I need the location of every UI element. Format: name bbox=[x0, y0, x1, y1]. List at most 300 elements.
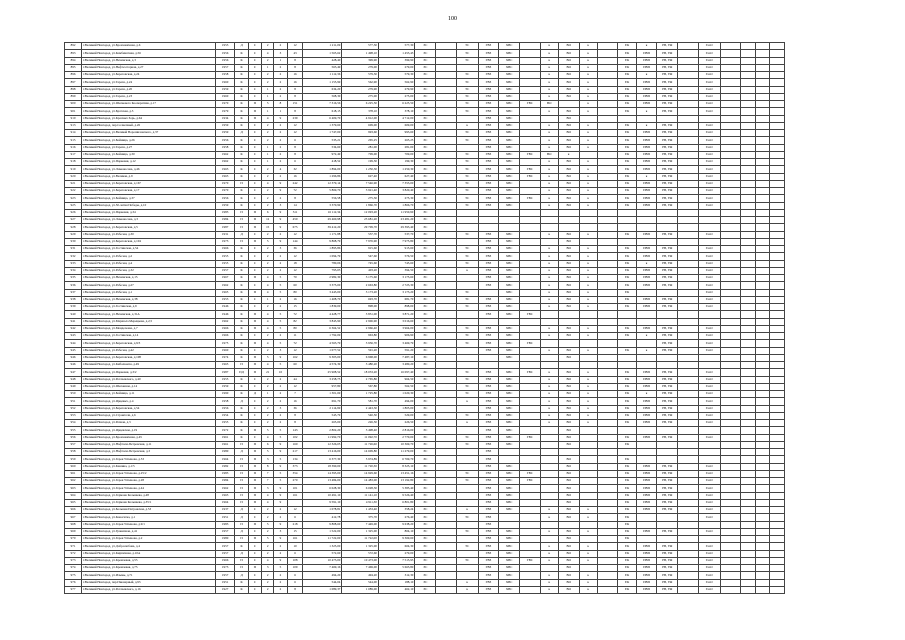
cell-c13: РВ, УФ bbox=[657, 507, 678, 514]
cell-c12: ПВП bbox=[636, 398, 657, 405]
cell-c9: к bbox=[579, 50, 597, 57]
cell-c11: ЕК bbox=[618, 536, 636, 543]
cell-c5: ХВС bbox=[499, 369, 520, 376]
cell-c4: ГВЗ bbox=[478, 296, 499, 303]
cell-no: 954 bbox=[65, 420, 82, 427]
cell-c12: ПВП bbox=[636, 412, 657, 419]
cell-ap: 6 bbox=[287, 514, 303, 521]
cell-ap: 44 bbox=[287, 376, 303, 383]
cell-w: Д bbox=[235, 398, 248, 405]
cell-c3: ТС bbox=[456, 528, 478, 535]
cell-a1: 2 982,30 bbox=[303, 275, 342, 282]
cell-c17 bbox=[741, 586, 756, 593]
cell-a2: 3 480,20 bbox=[342, 362, 379, 369]
cell-c8: ВО bbox=[558, 376, 579, 383]
cell-ap: 72 bbox=[287, 340, 303, 347]
cell-c13: РВ, УФ bbox=[657, 572, 678, 579]
cell-c6 bbox=[519, 231, 540, 238]
cell-fl: 5 bbox=[262, 238, 274, 245]
cell-c12: ПВП bbox=[636, 130, 657, 137]
cell-c7 bbox=[540, 470, 558, 477]
cell-addr: г.Великий Новгород, ул.Бойница, д.11 bbox=[82, 391, 216, 398]
cell-year: 1970 bbox=[215, 180, 234, 187]
cell-c14 bbox=[678, 311, 699, 318]
cell-c16 bbox=[720, 253, 741, 260]
cell-c15: ГазО bbox=[698, 420, 720, 427]
cell-no: 967 bbox=[65, 514, 82, 521]
cell-c5: ХВС bbox=[499, 325, 520, 332]
cell-c8: ВО bbox=[558, 57, 579, 64]
cell-m: П bbox=[248, 325, 261, 332]
cell-c5: ХВС bbox=[499, 565, 520, 572]
cell-ap: 8 bbox=[287, 195, 303, 202]
cell-c4: ГВЗ bbox=[478, 79, 499, 86]
cell-a3: 10 369,70 bbox=[378, 441, 415, 448]
cell-en: 9 bbox=[274, 238, 287, 245]
cell-w: П bbox=[235, 463, 248, 470]
cell-c6 bbox=[519, 253, 540, 260]
cell-m: П bbox=[248, 340, 261, 347]
cell-c15: ГазО bbox=[698, 572, 720, 579]
cell-c10 bbox=[597, 565, 618, 572]
cell-c4: ГВЗ bbox=[478, 137, 499, 144]
cell-c18 bbox=[755, 325, 770, 332]
cell-c11: ЕК bbox=[618, 50, 636, 57]
cell-c1: ЭС bbox=[415, 405, 436, 412]
cell-ap: 143 bbox=[287, 427, 303, 434]
cell-c2 bbox=[436, 275, 457, 282]
cell-c13: РВ, УФ bbox=[657, 499, 678, 506]
cell-c18 bbox=[755, 514, 770, 521]
cell-c19 bbox=[770, 543, 785, 550]
cell-c11: ЕК bbox=[618, 586, 636, 593]
cell-en: 9 bbox=[274, 209, 287, 216]
cell-a2: 1 453,40 bbox=[342, 507, 379, 514]
cell-a1: 12 326,05 bbox=[303, 441, 342, 448]
table-row bbox=[65, 470, 800, 477]
cell-c12: ПВП bbox=[636, 499, 657, 506]
cell-c17 bbox=[741, 441, 756, 448]
cell-c6 bbox=[519, 456, 540, 463]
table-row bbox=[65, 369, 800, 376]
cell-c10 bbox=[597, 260, 618, 267]
cell-addr: г.Великий Новгород, ул.Парковая, д.3/2 bbox=[82, 369, 216, 376]
cell-c13: РВ, УФ bbox=[657, 79, 678, 86]
cell-c6 bbox=[519, 362, 540, 369]
cell-ap: 80 bbox=[287, 289, 303, 296]
cell-ap: 8 bbox=[287, 86, 303, 93]
cell-c6: ГВС bbox=[519, 311, 540, 318]
cell-a1: 1 089,37 bbox=[303, 586, 342, 593]
cell-c5: ХВС bbox=[499, 427, 520, 434]
cell-c15: ГазО bbox=[698, 246, 720, 253]
cell-en: 9 bbox=[274, 217, 287, 224]
cell-a3: 6 225,50 bbox=[378, 101, 415, 108]
cell-c16 bbox=[720, 340, 741, 347]
cell-c19 bbox=[770, 43, 785, 50]
cell-m: П bbox=[248, 470, 261, 477]
cell-c15: ГазО bbox=[698, 478, 720, 485]
cell-c2 bbox=[436, 362, 457, 369]
cell-en: 2 bbox=[274, 391, 287, 398]
cell-c11 bbox=[618, 115, 636, 122]
cell-c17 bbox=[741, 340, 756, 347]
table-row bbox=[65, 391, 800, 398]
cell-c5: ХВС bbox=[499, 383, 520, 390]
cell-c18 bbox=[755, 557, 770, 564]
cell-c17 bbox=[741, 275, 756, 282]
cell-c1: ЭС bbox=[415, 311, 436, 318]
cell-a2: 915,60 bbox=[342, 246, 379, 253]
cell-c5: ХВС bbox=[499, 405, 520, 412]
cell-c11: ЕК bbox=[618, 108, 636, 115]
cell-c4: ГВЗ bbox=[478, 333, 499, 340]
cell-w: К bbox=[235, 354, 248, 361]
cell-m: С bbox=[248, 50, 261, 57]
cell-c10 bbox=[597, 354, 618, 361]
cell-w: Д bbox=[235, 507, 248, 514]
cell-c6: ГВС bbox=[519, 340, 540, 347]
cell-c2 bbox=[436, 267, 457, 274]
cell-c15: ГазО bbox=[698, 144, 720, 151]
cell-m: П bbox=[248, 492, 261, 499]
cell-en: 9 bbox=[274, 224, 287, 231]
cell-c19 bbox=[770, 347, 785, 354]
cell-c17 bbox=[741, 93, 756, 100]
cell-no: 926 bbox=[65, 209, 82, 216]
cell-c8 bbox=[558, 362, 579, 369]
cell-c12: ПВП bbox=[636, 420, 657, 427]
cell-c5: ХВС bbox=[499, 86, 520, 93]
cell-a2: 29 709,70 bbox=[342, 224, 379, 231]
cell-c14 bbox=[678, 202, 699, 209]
cell-c11: ЕК bbox=[618, 137, 636, 144]
cell-m: С bbox=[248, 137, 261, 144]
cell-c17 bbox=[741, 398, 756, 405]
cell-m: С bbox=[248, 572, 261, 579]
cell-c18 bbox=[755, 137, 770, 144]
cell-c14 bbox=[678, 238, 699, 245]
cell-c19 bbox=[770, 238, 785, 245]
cell-addr: г.Великий Новгород, ул.Кибальчича, д.49 bbox=[82, 362, 216, 369]
cell-c4: ГВЗ bbox=[478, 405, 499, 412]
cell-a1: 6 028,30 bbox=[303, 485, 342, 492]
cell-c11 bbox=[618, 340, 636, 347]
cell-c16 bbox=[720, 427, 741, 434]
cell-a1: 1 325,00 bbox=[303, 543, 342, 550]
cell-c7: к bbox=[540, 137, 558, 144]
cell-ap: 16 bbox=[287, 79, 303, 86]
cell-c6 bbox=[519, 159, 540, 166]
cell-c9 bbox=[579, 434, 597, 441]
cell-w: К bbox=[235, 72, 248, 79]
cell-c13: РВ, УФ bbox=[657, 528, 678, 535]
cell-c14 bbox=[678, 521, 699, 528]
cell-c16 bbox=[720, 180, 741, 187]
cell-c14 bbox=[678, 101, 699, 108]
cell-c16 bbox=[720, 521, 741, 528]
cell-c15: ГазО bbox=[698, 470, 720, 477]
cell-a3: 312,30 bbox=[378, 572, 415, 579]
cell-c2 bbox=[436, 572, 457, 579]
cell-c16 bbox=[720, 137, 741, 144]
cell-c3: ТС bbox=[456, 93, 478, 100]
cell-c18 bbox=[755, 449, 770, 456]
cell-c14 bbox=[678, 478, 699, 485]
cell-c4: ГВЗ bbox=[478, 86, 499, 93]
cell-c9: к bbox=[579, 543, 597, 550]
cell-c9: к bbox=[579, 79, 597, 86]
cell-c12: ПВП bbox=[636, 151, 657, 158]
cell-no: 972 bbox=[65, 550, 82, 557]
cell-c19 bbox=[770, 296, 785, 303]
cell-c19 bbox=[770, 470, 785, 477]
cell-c10 bbox=[597, 398, 618, 405]
cell-a1: 9 303,00 bbox=[303, 354, 342, 361]
cell-c2 bbox=[436, 463, 457, 470]
cell-c19 bbox=[770, 528, 785, 535]
cell-a1: 16 112,34 bbox=[303, 209, 342, 216]
cell-c15: ГазО bbox=[698, 108, 720, 115]
cell-ap: 36 bbox=[287, 405, 303, 412]
cell-c13 bbox=[657, 456, 678, 463]
cell-c11: ЕК bbox=[618, 64, 636, 71]
cell-c10 bbox=[597, 130, 618, 137]
cell-fl: 5 bbox=[262, 521, 274, 528]
cell-c12: к bbox=[636, 72, 657, 79]
cell-c16 bbox=[720, 514, 741, 521]
cell-year: 1982 bbox=[215, 463, 234, 470]
cell-c19 bbox=[770, 64, 785, 71]
cell-c5: ХВС bbox=[499, 43, 520, 50]
cell-ap: 80 bbox=[287, 325, 303, 332]
cell-c1: ЭС bbox=[415, 434, 436, 441]
cell-c10 bbox=[597, 521, 618, 528]
cell-a2: 10 473,00 bbox=[342, 557, 379, 564]
cell-c15: ГазО bbox=[698, 101, 720, 108]
cell-c7 bbox=[540, 434, 558, 441]
cell-c3: ТС bbox=[456, 543, 478, 550]
cell-c10 bbox=[597, 514, 618, 521]
table-row bbox=[65, 159, 800, 166]
cell-year: 1964 bbox=[215, 456, 234, 463]
cell-c13 bbox=[657, 354, 678, 361]
cell-c15: ГазО bbox=[698, 391, 720, 398]
cell-a1: 1 301,69 bbox=[303, 391, 342, 398]
cell-en: 5 bbox=[274, 362, 287, 369]
cell-a1: 13 416,00 bbox=[303, 449, 342, 456]
cell-c12 bbox=[636, 521, 657, 528]
cell-c9: к bbox=[579, 246, 597, 253]
cell-a1: 5 869,70 bbox=[303, 188, 342, 195]
cell-c16 bbox=[720, 151, 741, 158]
cell-a2: 3 921,40 bbox=[342, 188, 379, 195]
cell-year: 1975 bbox=[215, 340, 234, 347]
cell-ap: 239 bbox=[287, 115, 303, 122]
cell-year: 1973 bbox=[215, 565, 234, 572]
cell-c3 bbox=[456, 282, 478, 289]
cell-fl: 2 bbox=[262, 57, 274, 64]
cell-a1: 1 747,00 bbox=[303, 130, 342, 137]
cell-c5: ХВС bbox=[499, 333, 520, 340]
cell-a1: 1 094,79 bbox=[303, 253, 342, 260]
cell-year: 1927 bbox=[215, 586, 234, 593]
cell-c3 bbox=[456, 572, 478, 579]
cell-c11: ЕК bbox=[618, 43, 636, 50]
cell-c11: ЕК bbox=[618, 391, 636, 398]
cell-no: 968 bbox=[65, 521, 82, 528]
cell-c8: ВО bbox=[558, 470, 579, 477]
cell-m: П bbox=[248, 565, 261, 572]
cell-c12: ПВП bbox=[636, 369, 657, 376]
cell-c19 bbox=[770, 579, 785, 586]
cell-c8: ВО bbox=[558, 130, 579, 137]
cell-c11: ЕК bbox=[618, 253, 636, 260]
cell-c13: РВ, УФ bbox=[657, 412, 678, 419]
cell-c9: к bbox=[579, 383, 597, 390]
cell-a2: 403,20 bbox=[342, 267, 379, 274]
cell-addr: г.Великий Новгород, ул.Нехинская, д.15 bbox=[82, 275, 216, 282]
cell-c12 bbox=[636, 238, 657, 245]
cell-no: 898 bbox=[65, 86, 82, 93]
cell-c18 bbox=[755, 333, 770, 340]
cell-c18 bbox=[755, 470, 770, 477]
cell-year: 1970 bbox=[215, 188, 234, 195]
cell-w: К bbox=[235, 93, 248, 100]
cell-no: 976 bbox=[65, 579, 82, 586]
cell-w: К bbox=[235, 391, 248, 398]
cell-c1: ЭС bbox=[415, 420, 436, 427]
cell-c10 bbox=[597, 108, 618, 115]
cell-c6 bbox=[519, 209, 540, 216]
cell-c1: ЭС bbox=[415, 173, 436, 180]
cell-no: 896 bbox=[65, 72, 82, 79]
cell-addr: г.Великий Новгород, ул.Героя Успенова, д.25/2 bbox=[82, 470, 216, 477]
cell-a2: 375,70 bbox=[342, 514, 379, 521]
cell-c3: ТС bbox=[456, 50, 478, 57]
cell-c3 bbox=[456, 449, 478, 456]
cell-no: 942 bbox=[65, 325, 82, 332]
cell-a2: 2 443,30 bbox=[342, 405, 379, 412]
cell-c15: ГазО bbox=[698, 151, 720, 158]
cell-c14 bbox=[678, 130, 699, 137]
cell-c6 bbox=[519, 282, 540, 289]
cell-c10 bbox=[597, 572, 618, 579]
cell-c16 bbox=[720, 50, 741, 57]
cell-m: С bbox=[248, 122, 261, 129]
cell-c2 bbox=[436, 296, 457, 303]
table-row bbox=[65, 224, 800, 231]
cell-a2: 2 966,40 bbox=[342, 325, 379, 332]
cell-c1: ЭС bbox=[415, 122, 436, 129]
cell-a2: 7 976,90 bbox=[342, 238, 379, 245]
cell-a1: 1 895,86 bbox=[303, 246, 342, 253]
cell-c6 bbox=[519, 289, 540, 296]
cell-w: К bbox=[235, 202, 248, 209]
cell-w: Д bbox=[235, 514, 248, 521]
cell-year: 1956 bbox=[215, 137, 234, 144]
cell-c18 bbox=[755, 420, 770, 427]
cell-c14 bbox=[678, 354, 699, 361]
cell-en: 2 bbox=[274, 79, 287, 86]
cell-c18 bbox=[755, 188, 770, 195]
cell-c3: к bbox=[456, 420, 478, 427]
cell-c4: ГВЗ bbox=[478, 586, 499, 593]
cell-c11: ЕК bbox=[618, 565, 636, 572]
cell-c12: ПВП bbox=[636, 478, 657, 485]
cell-fl: 2 bbox=[262, 405, 274, 412]
cell-c15: ГазО bbox=[698, 137, 720, 144]
cell-c19 bbox=[770, 478, 785, 485]
cell-a3: 494,00 bbox=[378, 398, 415, 405]
cell-c17 bbox=[741, 456, 756, 463]
cell-c10 bbox=[597, 550, 618, 557]
cell-en: 2 bbox=[274, 304, 287, 311]
cell-c16 bbox=[720, 420, 741, 427]
cell-c10 bbox=[597, 579, 618, 586]
cell-c10 bbox=[597, 296, 618, 303]
cell-c18 bbox=[755, 492, 770, 499]
cell-addr: г.Великий Новгород, ул.Береговская, д.24 bbox=[82, 72, 216, 79]
cell-year: 1953 bbox=[215, 296, 234, 303]
cell-c17 bbox=[741, 253, 756, 260]
cell-w: К bbox=[235, 296, 248, 303]
cell-addr: г.Великий Новгород, ул.Береговская, д.167 bbox=[82, 180, 216, 187]
cell-c14 bbox=[678, 72, 699, 79]
housing-registry-table bbox=[64, 42, 800, 594]
cell-c16 bbox=[720, 159, 741, 166]
cell-c17 bbox=[741, 195, 756, 202]
cell-c2 bbox=[436, 405, 457, 412]
cell-addr: г.Великий Новгород, ул.Нафтали-Петровская, д.3 bbox=[82, 449, 216, 456]
cell-c15: ГазО bbox=[698, 57, 720, 64]
cell-fl: 4 bbox=[262, 311, 274, 318]
cell-a3: 11 279,00 bbox=[378, 449, 415, 456]
cell-a3: 576,50 bbox=[378, 253, 415, 260]
cell-addr: г.Великий Новгород, ул.Кашина, д.1/5 bbox=[82, 463, 216, 470]
cell-c4: ГВЗ bbox=[478, 369, 499, 376]
cell-c6 bbox=[519, 333, 540, 340]
cell-c18 bbox=[755, 64, 770, 71]
cell-c17 bbox=[741, 115, 756, 122]
cell-w: П bbox=[235, 441, 248, 448]
cell-m: С bbox=[248, 86, 261, 93]
cell-en: 2 bbox=[274, 159, 287, 166]
cell-c1: ЭС bbox=[415, 362, 436, 369]
cell-m: С bbox=[248, 166, 261, 173]
cell-c16 bbox=[720, 101, 741, 108]
cell-c19 bbox=[770, 137, 785, 144]
table-row bbox=[65, 130, 800, 137]
cell-c8: ВО bbox=[558, 202, 579, 209]
cell-c9: к bbox=[579, 376, 597, 383]
cell-c15: ГазО bbox=[698, 79, 720, 86]
cell-c18 bbox=[755, 296, 770, 303]
cell-c16 bbox=[720, 362, 741, 369]
cell-c7: к bbox=[540, 405, 558, 412]
cell-c1: ЭС bbox=[415, 86, 436, 93]
cell-c10 bbox=[597, 456, 618, 463]
cell-a3: 681,70 bbox=[378, 296, 415, 303]
cell-c13 bbox=[657, 427, 678, 434]
cell-c3 bbox=[456, 144, 478, 151]
cell-ap: 8 bbox=[287, 151, 303, 158]
cell-c11: ЕК bbox=[618, 86, 636, 93]
table-row bbox=[65, 238, 800, 245]
cell-c9 bbox=[579, 536, 597, 543]
cell-c11: ЕК bbox=[618, 376, 636, 383]
cell-c11: ЕК bbox=[618, 507, 636, 514]
